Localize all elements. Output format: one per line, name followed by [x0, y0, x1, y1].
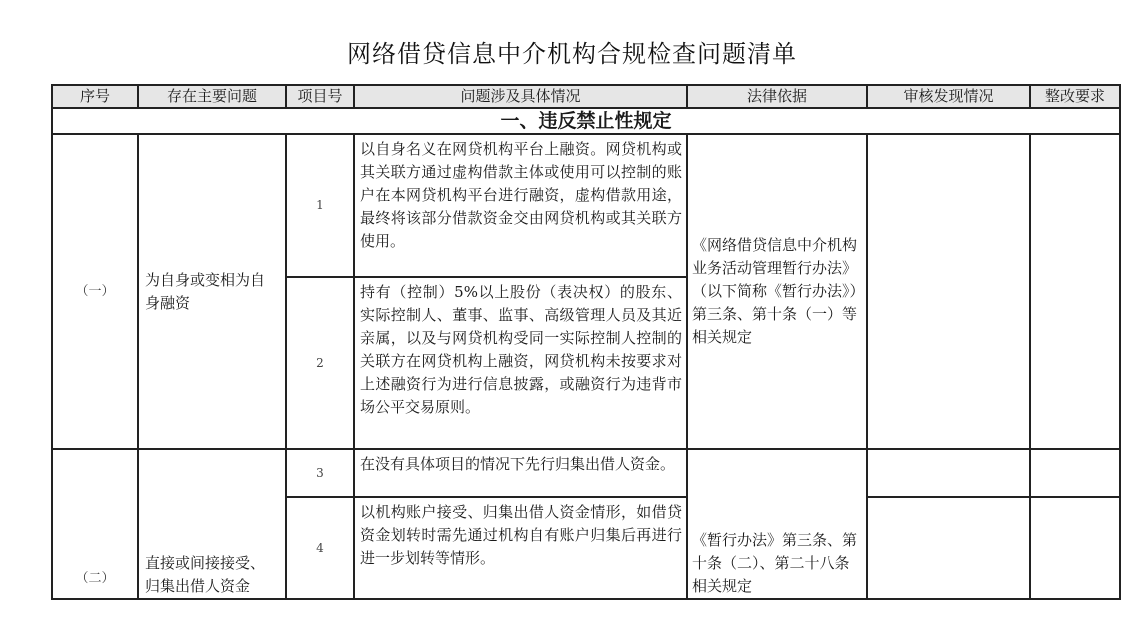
document-title: 网络借贷信息中介机构合规检查问题清单	[347, 40, 797, 68]
group-seq: （一）	[52, 134, 138, 449]
compliance-table	[51, 84, 1121, 600]
item-number: 4	[286, 497, 354, 599]
rectification-cell	[1030, 449, 1120, 497]
item-number: 2	[286, 277, 354, 449]
rectification-cell	[1030, 497, 1120, 599]
header-seq: 序号	[52, 85, 138, 108]
header-detail: 问题涉及具体情况	[354, 85, 687, 108]
header-legal-basis: 法律依据	[687, 85, 867, 108]
table-row	[52, 449, 1120, 497]
header-item-no: 项目号	[286, 85, 354, 108]
group-seq: （二）	[52, 449, 138, 599]
section-row	[52, 108, 1120, 134]
table-viewport	[51, 84, 1123, 606]
item-number: 3	[286, 449, 354, 497]
group-legal-basis: 《网络借贷信息中介机构业务活动管理暂行办法》（以下简称《暂行办法》）第三条、第十条（一）等相关规定	[687, 134, 867, 449]
audit-findings-cell	[867, 449, 1030, 497]
group-issue: 直接或间接接受、归集出借人资金	[138, 449, 286, 599]
header-audit-findings: 审核发现情况	[867, 85, 1030, 108]
group-legal-basis: 《暂行办法》第三条、第十条（二）、第二十八条相关规定	[687, 449, 867, 599]
audit-findings-cell	[867, 134, 1030, 449]
header-issue: 存在主要问题	[138, 85, 286, 108]
item-number: 1	[286, 134, 354, 277]
item-detail: 以机构账户接受、归集出借人资金情形，如借贷资金划转时需先通过机构自有账户归集后再进行进一步划转等情形。	[354, 497, 687, 599]
rectification-cell	[1030, 134, 1120, 449]
table-row	[52, 134, 1120, 277]
header-rectification: 整改要求	[1030, 85, 1120, 108]
item-detail: 以自身名义在网贷机构平台上融资。网贷机构或其关联方通过虚构借款主体或使用可以控制的账户在本网贷机构平台进行融资，虚构借款用途，最终将该部分借款资金交由网贷机构或其关联方使用。	[354, 134, 687, 277]
item-detail: 持有（控制）5%以上股份（表决权）的股东、实际控制人、董事、监事、高级管理人员及其近亲属，以及与网贷机构受同一实际控制人控制的关联方在网贷机构上融资，网贷机构未按要求对上述融资行为进行信息披露，或融资行为违背市场公平交易原则。	[354, 277, 687, 449]
item-detail: 在没有具体项目的情况下先行归集出借人资金。	[354, 449, 687, 497]
group-issue: 为自身或变相为自身融资	[138, 134, 286, 449]
table-header-row	[52, 85, 1120, 108]
audit-findings-cell	[867, 497, 1030, 599]
section-title: 一、违反禁止性规定	[52, 108, 1120, 134]
